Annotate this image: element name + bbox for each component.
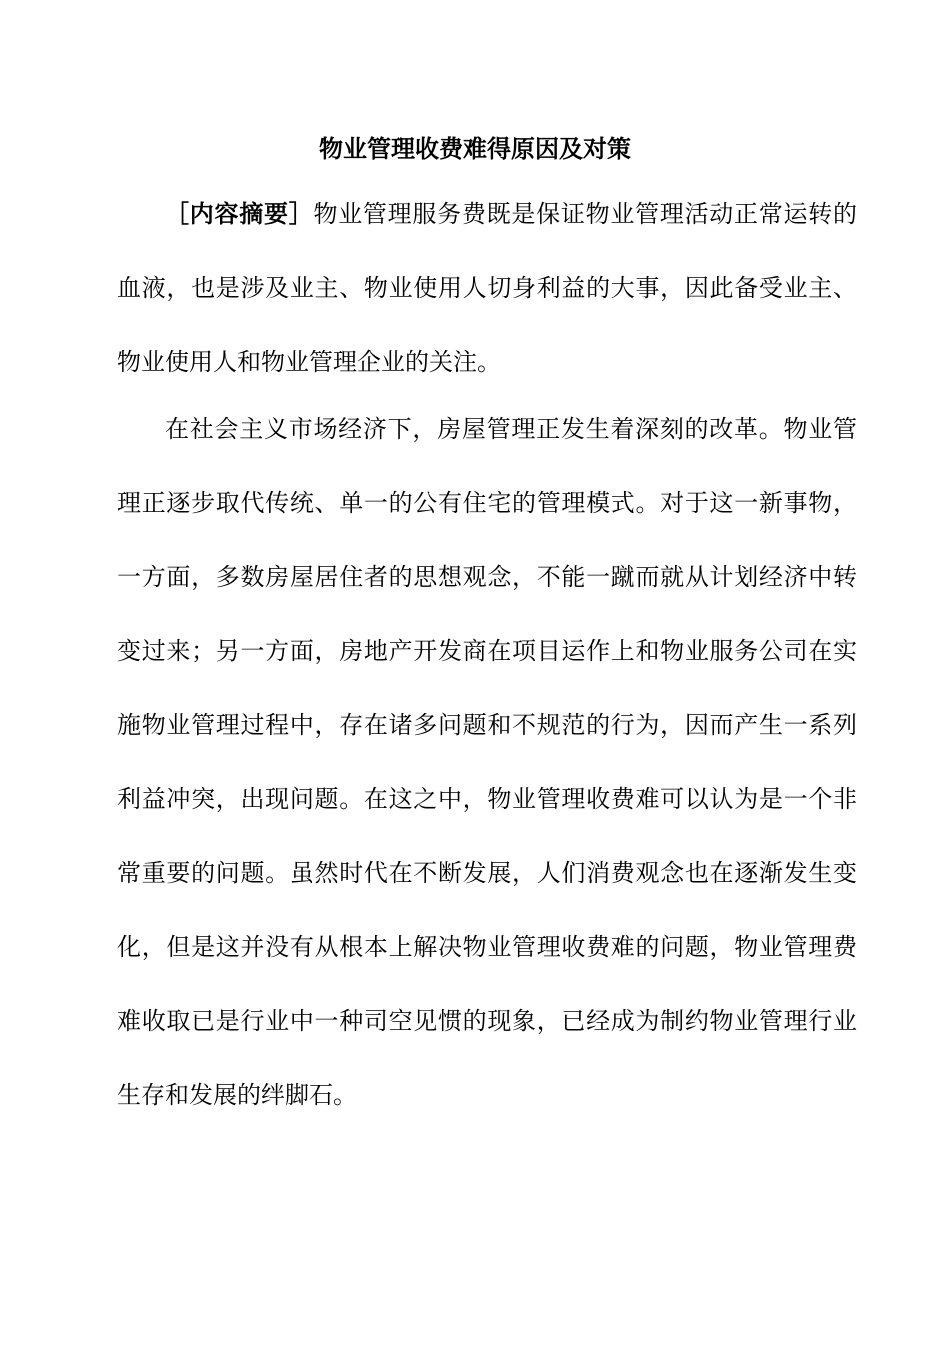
abstract-block xyxy=(117,177,857,399)
abstract-text: 物业管理服务费既是保证物业管理活动正常运转的血液，也是涉及业主、物业使用人切身利益的大事，因此备受业主、物业使用人和物业管理企业的关注。 xyxy=(117,200,858,376)
body-block xyxy=(117,392,857,1132)
abstract-paragraph xyxy=(117,177,857,399)
document-title: 物业管理收费难得原因及对策 xyxy=(319,135,631,163)
body-paragraph: 在社会主义市场经济下，房屋管理正发生着深刻的改革。物业管理正逐步取代传统、单一的公有住宅的管理模式。对于这一新事物，一方面，多数房屋居住者的思想观念，不能一蹴而就从计划经济中转变过来；另一方面，房地产开发商在项目运作上和物业服务公司在实施物业管理过程中，存在诸多问题和不规范的行为，因而产生一系列利益冲突，出现问题。在这之中，物业管理收费难可以认为是一个非常重要的问题。虽然时代在不断发展，人们消费观念也在逐渐发生变化，但是这并没有从根本上解决物业管理收费难的问题，物业管理费难收取已是行业中一种司空见惯的现象，已经成为制约物业管理行业生存和发展的绊脚石。 xyxy=(117,415,857,1109)
abstract-label: ［内容摘要］ xyxy=(165,200,314,228)
